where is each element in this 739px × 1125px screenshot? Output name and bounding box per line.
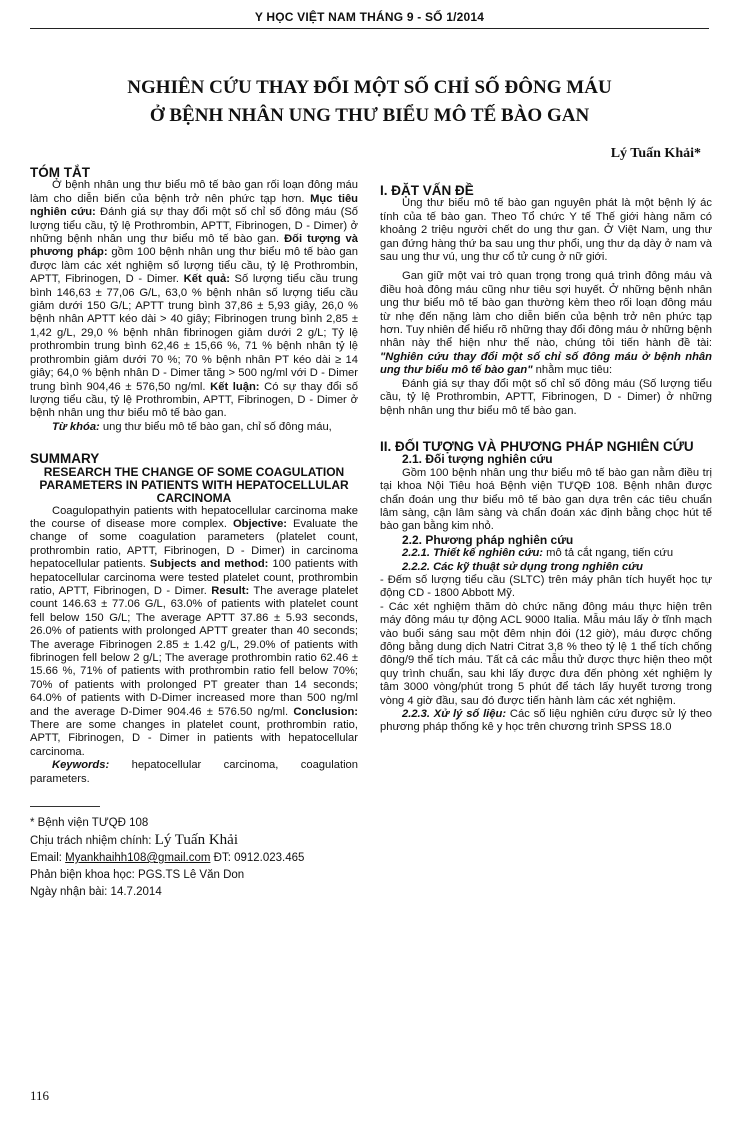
title-line-2: Ở BỆNH NHÂN UNG THƯ BIỂU MÔ TẾ BÀO GAN <box>149 105 590 126</box>
email-label: Email: <box>30 852 62 865</box>
article-title <box>40 74 699 130</box>
section1-p2 <box>380 270 712 377</box>
section1-p1: Ung thư biểu mô tế bào gan nguyên phát là một bệnh lý ác tính của tế bào gan. Theo Tổ chức Y tế Thế giới hàng năm có khoảng 2 triệu người chết do ung thư gan. Ở Việt Nam, ung thư gan đứng hàng thứ ba sau ung thư phổi, ung thư dạ dày ở nam và sau ung thư vú, ung thư cổ tử cung ở nữ giới. <box>380 197 712 264</box>
s221 <box>380 547 712 560</box>
section1-p3: Đánh giá sự thay đổi một số chỉ số đông máu (Số lượng tiểu cầu, tỷ lệ Prothrombin, APTT, Fibrinogen, D - Dimer) ở những bệnh nhân ung thư biểu mô tế bào gan. <box>380 377 712 417</box>
summary-objective-label: Objective: <box>232 517 288 530</box>
summary-intro: Coagulopathyin patients with hepatocellular carcinoma make the course of disease more complex. <box>30 504 358 530</box>
tomtat-heading: TÓM TẮT <box>30 165 90 180</box>
tomtat-keywords-text: ung thư biểu mô tế bào gan, chỉ số đông máu, <box>102 420 332 433</box>
section2-heading: II. ĐỐI TƯỢNG VÀ PHƯƠNG PHÁP NGHIÊN CỨU <box>380 438 694 454</box>
right-column <box>380 184 712 735</box>
affiliation: * Bệnh viện TƯQĐ 108 <box>30 817 149 830</box>
header-rule <box>30 28 709 29</box>
tomtat-method: gồm 100 bệnh nhân ung thư biểu mô tế bào gan được làm các xét nghiệm số lượng tiểu cầu, tỷ lệ Prothrombin, APTT, Fibrinogen, D - Dimer. <box>30 246 358 286</box>
title-line-1: NGHIÊN CỨU THAY ĐỔI MỘT SỐ CHỈ SỐ ĐÔNG MÁU <box>127 77 612 98</box>
summary-method-label: Subjects and method: <box>149 558 269 571</box>
responsible-author <box>30 832 358 850</box>
summary-title: RESEARCH THE CHANGE OF SOME COAGULATION PARAMETERS IN PATIENTS WITH HEPATOCELLULAR CARCINOMA <box>39 464 349 505</box>
s223-text: Các số liệu nghiên cứu được sử lý theo phương pháp thống kê y học trên chương trình SPSS 18.0 <box>380 708 712 734</box>
tomtat-objective-label: Mục tiêu nghiên cứu: <box>30 192 358 219</box>
summary-keywords-text: hepatocellular carcinoma, coagulation parameters. <box>30 759 358 785</box>
section1-p2-title: "Nghiên cứu thay đổi một số chỉ số đông máu ở bệnh nhân ung thư biểu mô tế bào gan" <box>380 350 712 377</box>
s221-label: 2.2.1. Thiết kế nghiên cứu: <box>402 547 544 560</box>
reviewer: Phản biện khoa học: PGS.TS Lê Văn Don <box>30 869 245 882</box>
summary-objective: Evaluate the change of some coagulation parameters (platelet count, prothrombin ratio, APTT, Fibrinogen, D - Dimer) in carcinoma hepatocellular patients. <box>30 517 359 571</box>
s221-text: mô tả cắt ngang, tiến cứu <box>546 547 674 560</box>
left-column <box>30 166 358 901</box>
journal-header: Y HỌC VIỆT NAM THÁNG 9 - SỐ 1/2014 <box>254 10 485 24</box>
s21-text: Gồm 100 bệnh nhân ung thư biểu mô tế bào gan nằm điều trị tại khoa Nội Tiêu hoá Bệnh viện TƯQĐ 108. Bệnh nhân được chẩn đoán ung thư biểu mô tế bào gan dựa trên các tiêu chuẩn lâm sàng, cận lâm sàng và chẩn đoán xác định bằng chọc hút tế bào gan bằng kim nhỏ. <box>380 466 712 533</box>
section1-p2-text: Gan giữ một vai trò quan trọng trong quá trình đông máu và điều hoà đông máu cũng như tiêu sợi huyết. Ở những bệnh nhân ung thư biểu mô tế bào gan thường kèm theo rối loạn đông máu từ nhẹ đến nặng làm cho diễn biến của bệnh trở nên phức tạp hơn. Tuy nhiên để hiểu rõ những thay đổi đông máu ở những bệnh nhân này thể hiện như thế nào, chúng tôi tiến hành đề tài: <box>380 270 712 350</box>
responsible-name: Lý Tuấn Khải <box>154 832 238 849</box>
phone: ĐT: 0912.023.465 <box>213 852 305 865</box>
tomtat-method-label: Đối tượng và phương pháp: <box>30 233 359 259</box>
section1-heading: I. ĐẶT VẤN ĐỀ <box>380 183 474 198</box>
footnote-rule <box>30 806 100 807</box>
s223-label: 2.2.3. Xử lý số liệu: <box>402 708 507 721</box>
summary-result-label: Result: <box>211 584 250 597</box>
contact-line <box>30 850 358 867</box>
tomtat-keywords <box>30 421 358 434</box>
received-date: Ngày nhận bài: 14.7.2014 <box>30 886 162 899</box>
summary-method: 100 patients with hepatocellular carcinoma were tested platelet count, prothrombin ratio, APTT, Fibrinogen, D - Dimer. <box>30 558 359 597</box>
tomtat-keywords-label: Từ khóa: <box>52 420 100 433</box>
s223 <box>380 708 712 735</box>
tomtat-abstract <box>30 179 358 420</box>
summary-abstract <box>30 505 358 760</box>
tomtat-conclusion-label: Kết luận: <box>210 380 260 393</box>
tomtat-objective: Đánh giá sự thay đổi một số chỉ số đông máu (Số lượng tiểu cầu, tỷ lệ Prothrombin, APTT, Fibrinogen, D - Dimer) ở những bệnh nhân ung thư biểu mô tế bào gan. <box>30 206 359 246</box>
responsible-label: Chịu trách nhiệm chính: <box>30 835 152 848</box>
tomtat-intro: Ở bệnh nhân ung thư biểu mô tế bào gan rối loạn đông máu làm cho diễn biến của bệnh trở nên phức tạp hơn. <box>30 179 358 205</box>
s22-heading: 2.2. Phương pháp nghiên cứu <box>402 532 574 547</box>
summary-conclusion-label: Conclusion: <box>293 705 359 718</box>
tomtat-result-label: Kết quả: <box>183 273 230 286</box>
email-link[interactable]: Myankhaihh108@gmail.com <box>65 852 211 865</box>
summary-heading: SUMMARY <box>30 451 100 467</box>
tomtat-conclusion: Có sự thay đổi số lượng tiểu cầu, tỷ lệ Prothrombin, APTT, Fibrinogen, D - Dimer ở bệnh nhân ung thư biểu mô tế bào gan. <box>30 380 358 420</box>
summary-conclusion: There are some changes in platelet count, prothrombin ratio, APTT, Fibrinogen, D - Dimer in patients with hepatocellular carcinoma. <box>30 719 358 758</box>
section1-p2-tail: nhằm mục tiêu: <box>535 364 613 377</box>
summary-keywords-label: Keywords: <box>52 759 110 772</box>
footnotes <box>30 815 358 901</box>
bullet-platelet: - Đếm số lượng tiểu cầu (SLTC) trên máy phân tích huyết học tự động CD - 1800 Abbott Mỹ. <box>380 573 712 600</box>
summary-keywords <box>30 759 358 786</box>
s21-heading: 2.1. Đối tượng nghiên cứu <box>402 452 553 467</box>
author-name: Lý Tuấn Khải* <box>610 146 701 161</box>
tomtat-result: Số lượng tiểu cầu trung bình 146,63 ± 77,06 G/L, 63,0 % bệnh nhân số lượng tiểu cầu giảm dưới 150 G/L; APTT trung bình 37,86 ± 5,93 giây, 26,0 % bệnh nhân APTT kéo dài > 40 giây; Fibrinogen trung bình 2,85 ± 1,42 g/L, 29,0 % bệnh nhân fibrinogen giảm dưới 2 g/L; Tỷ lệ prothrombin trung bình 62,46 ± 15,66 %, 71 % bệnh nhân tỷ lệ prothrombin giảm dưới 70 %; 70 % bệnh nhân PT kéo dài ≥ 14 giây; 64,0 % bệnh nhân D - Dimer tăng > 500 ng/ml với D - Dimer trung bình 904,46 ± 576,50 ng/ml. <box>30 273 359 393</box>
bullet-coagulation: - Các xét nghiệm thăm dò chức năng đông máu thực hiện trên máy đông máu tự động ACL 9000 Italia. Mẫu máu lấy ở tĩnh mạch vào buổi sáng sau một đêm nhịn đói (12 giờ), máu được chống đông bằng dung dịch Natri Citrat 3,8 % theo tỷ lệ 1 thể tích chống đông/9 thể tích máu. Tất cả các mẫu thử được thực hiện theo một quy trình chuẩn, sau khi lấy được đưa đến phòng xét nghiệm ly tâm 3000 vòng/phút trong 5 phút để tách lấy huyết tương trong vòng 4 giờ đầu, sau đó được tiến hành làm các xét nghiệm. <box>380 600 712 707</box>
page-number: 116 <box>30 1088 50 1103</box>
s222-label: 2.2.2. Các kỹ thuật sử dụng trong nghiên cứu <box>402 560 643 573</box>
summary-result: The average platelet count 146.63 ± 77.06 G/L, 63.0% of patients with platelet count fell below 150 G/L; The average APTT 37.86 ± 5.93 seconds, 26.0% of patients with prolonged APTT greater than 40 seconds; The average Fibrinogen 2.85 ± 1.42 g/L, 29.0% of patients with fibrinogen fell below 2 g/L; The average prothrombin ratio 62.46 ± 15.66 %, 71% of patients with prothrombin ratio fell below 70%; 70% of patients with prolonged PT greater than 14 seconds; 64.0% of patients with D-Dimer increased more than 500 ng/ml and the average D-Dimer 904.46 ± 576.50 ng/ml. <box>30 584 359 718</box>
